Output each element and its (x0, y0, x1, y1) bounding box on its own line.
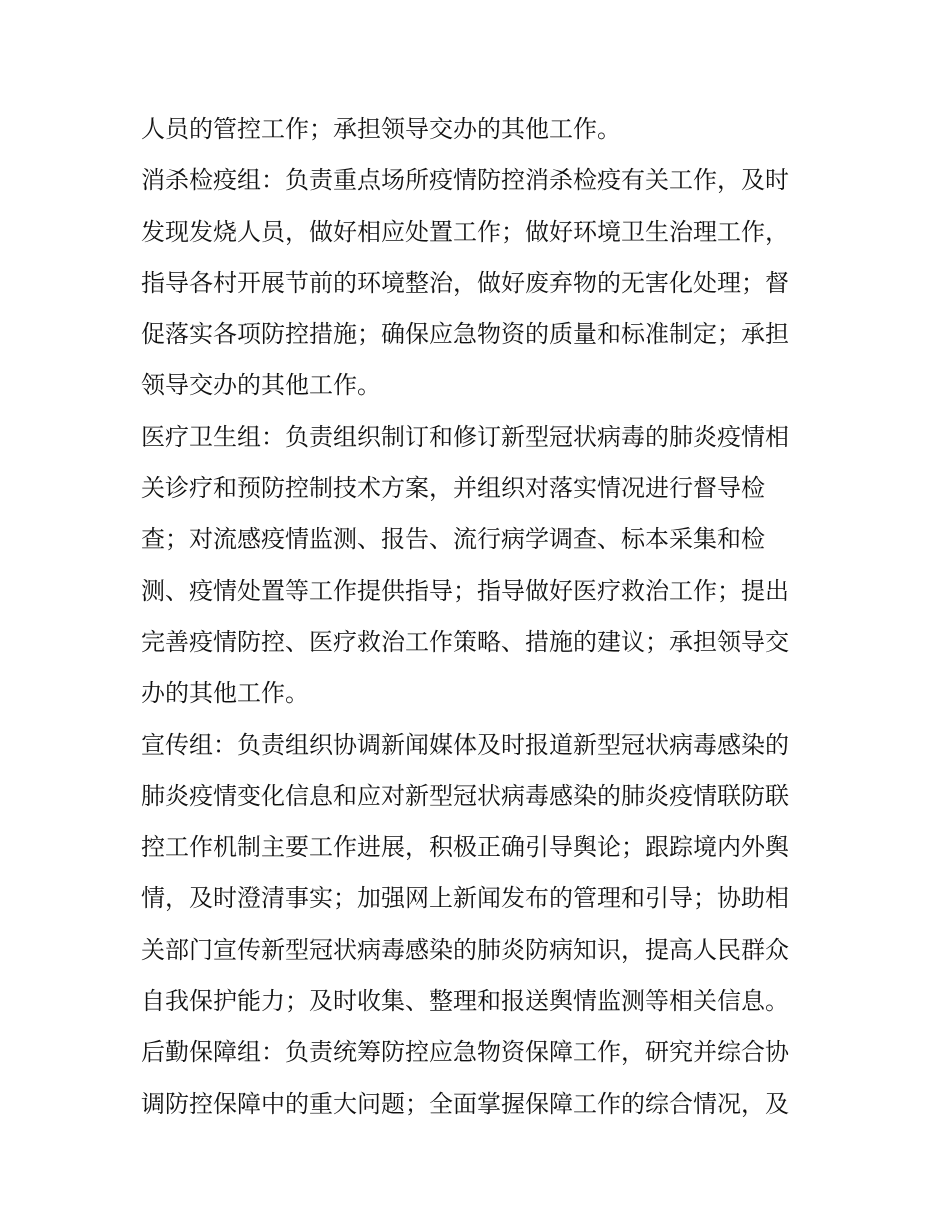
text-line: 调防控保障中的重大问题；全面掌握保障工作的综合情况，及 (141, 1089, 789, 1118)
text-line: 医疗卫生组：负责组织制订和修订新型冠状病毒的肺炎疫情相 (141, 422, 789, 451)
text-line: 办的其他工作。 (141, 679, 309, 708)
document-body (141, 104, 821, 1130)
text-line: 消杀检疫组：负责重点场所疫情防控消杀检疫有关工作，及时 (141, 166, 789, 195)
text-line: 发现发烧人员，做好相应处置工作；做好环境卫生治理工作， (141, 217, 789, 246)
text-line: 控工作机制主要工作进展，积极正确引导舆论；跟踪境内外舆 (141, 833, 789, 862)
text-line: 促落实各项防控措施；确保应急物资的质量和标准制定；承担 (141, 320, 789, 349)
text-line: 指导各村开展节前的环境整治，做好废弃物的无害化处理；督 (141, 268, 789, 297)
text-line: 自我保护能力；及时收集、整理和报送舆情监测等相关信息。 (141, 987, 789, 1016)
text-line: 完善疫情防控、医疗救治工作策略、措施的建议；承担领导交 (141, 627, 789, 656)
text-line: 情，及时澄清事实；加强网上新闻发布的管理和引导；协助相 (141, 884, 789, 913)
text-line: 人员的管控工作；承担领导交办的其他工作。 (141, 115, 621, 143)
text-line: 肺炎疫情变化信息和应对新型冠状病毒感染的肺炎疫情联防联 (141, 781, 789, 810)
text-line: 关诊疗和预防控制技术方案，并组织对落实情况进行督导检 (141, 474, 765, 503)
text-line: 测、疫情处置等工作提供指导；指导做好医疗救治工作；提出 (141, 576, 789, 605)
text-line: 后勤保障组：负责统筹防控应急物资保障工作，研究并综合协 (141, 1038, 789, 1067)
text-line: 宣传组：负责组织协调新闻媒体及时报道新型冠状病毒感染的 (141, 730, 789, 759)
text-line: 关部门宣传新型冠状病毒感染的肺炎防病知识，提高人民群众 (141, 935, 789, 964)
text-line: 查；对流感疫情监测、报告、流行病学调查、标本采集和检 (141, 525, 765, 554)
text-line: 领导交办的其他工作。 (141, 371, 381, 400)
